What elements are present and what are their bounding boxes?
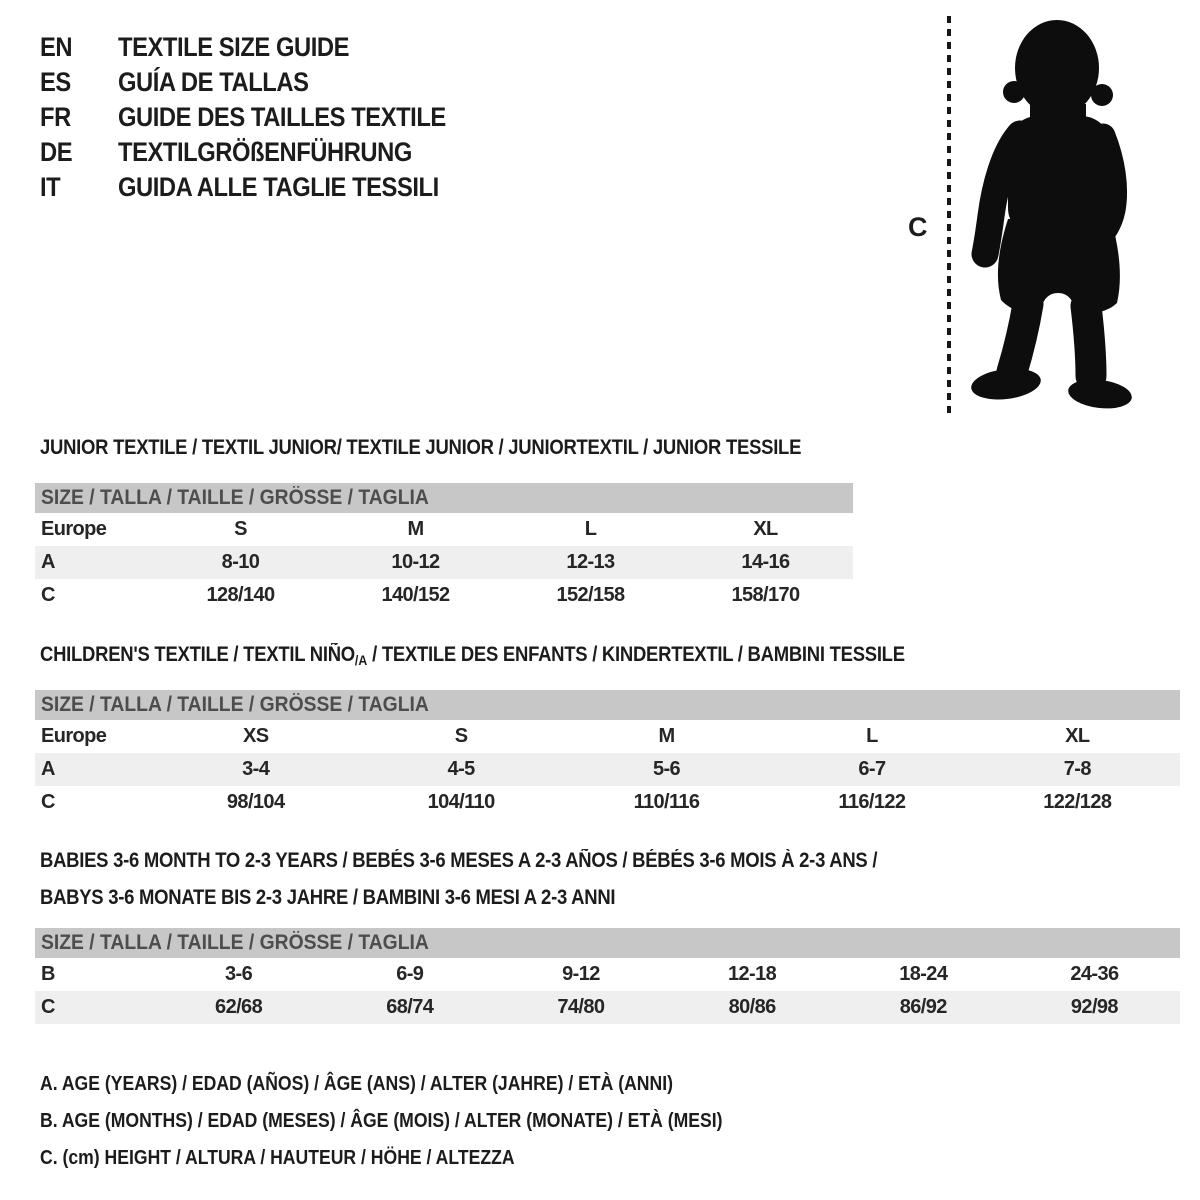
table-row-age	[35, 753, 1180, 786]
legend-line-b	[40, 1103, 816, 1140]
age-cell: 3-4	[242, 758, 270, 780]
table-row-height	[35, 786, 1180, 819]
height-cell: 158/170	[731, 584, 800, 606]
row-label: C	[41, 584, 55, 606]
height-cell: 98/104	[226, 791, 285, 813]
height-cell: 62/68	[215, 996, 263, 1018]
row-label: Europe	[41, 518, 107, 540]
lang-title: GUIDA ALLE TAGLIE TESSILI	[118, 172, 439, 202]
age-cell: 6-9	[396, 963, 424, 985]
size-header-bar	[35, 928, 1180, 958]
height-cell: 104/110	[427, 791, 495, 813]
lang-row-it	[40, 170, 491, 205]
age-cell: 18-24	[899, 963, 948, 985]
language-title-block	[40, 30, 491, 205]
row-label: C	[41, 791, 55, 813]
legend-text: A. AGE (YEARS) / EDAD (AÑOS) / ÂGE (ANS) / ALTER (JAHRE) / ETÀ (ANNI)	[40, 1073, 673, 1095]
size-header-bar	[35, 690, 1180, 720]
table-row-europe	[35, 720, 1180, 753]
age-cell: 8-10	[221, 551, 260, 573]
age-cell: 14-16	[741, 551, 790, 573]
nino-a-subscript: /A	[354, 652, 368, 668]
age-cell: 3-6	[225, 963, 253, 985]
size-cell: XL	[753, 518, 778, 540]
age-cell: 12-13	[566, 551, 615, 573]
lang-row-de	[40, 135, 491, 170]
age-cell: 24-36	[1070, 963, 1119, 985]
height-cell: 68/74	[386, 996, 434, 1018]
size-cell: L	[866, 725, 878, 747]
junior-section-title	[40, 436, 905, 460]
size-cell: XS	[242, 725, 269, 747]
children-section-title-text: CHILDREN'S TEXTILE / TEXTIL NIÑO/A / TEXTILE DES ENFANTS / KINDERTEXTIL / BAMBINI TESSILE	[40, 643, 905, 668]
children-size-table	[35, 690, 1180, 819]
legend-text: C. (cm) HEIGHT / ALTURA / HAUTEUR / HÖHE / ALTEZZA	[40, 1147, 515, 1169]
legend-line-a	[40, 1066, 816, 1103]
size-cell: L	[584, 518, 597, 540]
age-cell: 6-7	[858, 758, 886, 780]
height-measure-dashed-line	[947, 16, 951, 416]
height-cell: 80/86	[728, 996, 776, 1018]
lang-title: TEXTILE SIZE GUIDE	[118, 32, 350, 62]
lang-row-es	[40, 65, 491, 100]
height-cell: 116/122	[838, 791, 906, 813]
babies-title-line1: BABIES 3-6 MONTH TO 2-3 YEARS / BEBÉS 3-6 MESES A 2-3 AÑOS / BÉBÉS 3-6 MOIS À 2-3 ANS /	[40, 849, 878, 872]
lang-code: DE	[40, 137, 73, 167]
row-label: A	[41, 758, 55, 780]
height-cell: 86/92	[899, 996, 947, 1018]
size-header-text: SIZE / TALLA / TAILLE / GRÖSSE / TAGLIA	[41, 486, 429, 509]
age-cell: 7-8	[1063, 758, 1091, 780]
age-cell: 10-12	[391, 551, 440, 573]
age-cell: 12-18	[728, 963, 777, 985]
size-cell: M	[658, 725, 675, 747]
table-row-age	[35, 546, 853, 579]
height-cell: 92/98	[1070, 996, 1118, 1018]
junior-size-table	[35, 483, 853, 612]
size-cell: M	[407, 518, 424, 540]
table-row-height	[35, 991, 1180, 1024]
lang-title: GUIDE DES TAILLES TEXTILE	[118, 102, 446, 132]
lang-code: EN	[40, 32, 73, 62]
lang-title: TEXTILGRÖßENFÜHRUNG	[118, 137, 412, 167]
legend-text: B. AGE (MONTHS) / EDAD (MESES) / ÂGE (MOIS) / ALTER (MONATE) / ETÀ (MESI)	[40, 1110, 723, 1132]
lang-code: FR	[40, 102, 71, 132]
table-row-europe	[35, 513, 853, 546]
row-label: C	[41, 996, 55, 1018]
babies-section-title	[40, 842, 991, 916]
height-measure-label: C	[908, 212, 928, 242]
lang-code: IT	[40, 172, 61, 202]
size-header-bar	[35, 483, 853, 513]
table-row-height	[35, 579, 853, 612]
age-cell: 4-5	[447, 758, 475, 780]
age-cell: 9-12	[562, 963, 600, 985]
babies-title-line2: BABYS 3-6 MONATE BIS 2-3 JAHRE / BAMBINI 3-6 MESI A 2-3 ANNI	[40, 886, 616, 909]
lang-code: ES	[40, 67, 71, 97]
table-row-age-months	[35, 958, 1180, 991]
height-cell: 128/140	[206, 584, 275, 606]
baby-silhouette-icon	[962, 14, 1137, 416]
junior-section-title-text: JUNIOR TEXTILE / TEXTIL JUNIOR/ TEXTILE JUNIOR / JUNIORTEXTIL / JUNIOR TESSILE	[40, 436, 802, 459]
row-label: Europe	[41, 725, 107, 747]
height-cell: 110/116	[633, 791, 700, 813]
size-header-text: SIZE / TALLA / TAILLE / GRÖSSE / TAGLIA	[41, 931, 429, 954]
height-cell: 74/80	[557, 996, 605, 1018]
size-cell: S	[234, 518, 247, 540]
row-label: B	[41, 963, 55, 985]
row-label: A	[41, 551, 55, 573]
lang-title: GUÍA DE TALLAS	[118, 67, 309, 97]
legend-line-c	[40, 1140, 816, 1177]
height-cell: 152/158	[556, 584, 625, 606]
lang-row-en	[40, 30, 491, 65]
size-header-text: SIZE / TALLA / TAILLE / GRÖSSE / TAGLIA	[41, 693, 429, 716]
height-cell: 140/152	[381, 584, 450, 606]
size-cell: XL	[1065, 725, 1090, 747]
babies-size-table	[35, 928, 1180, 1024]
children-section-title	[40, 643, 1023, 668]
height-cell: 122/128	[1043, 791, 1112, 813]
legend-block	[40, 1066, 816, 1177]
age-cell: 5-6	[652, 758, 681, 780]
size-cell: S	[454, 725, 468, 747]
lang-row-fr	[40, 100, 491, 135]
